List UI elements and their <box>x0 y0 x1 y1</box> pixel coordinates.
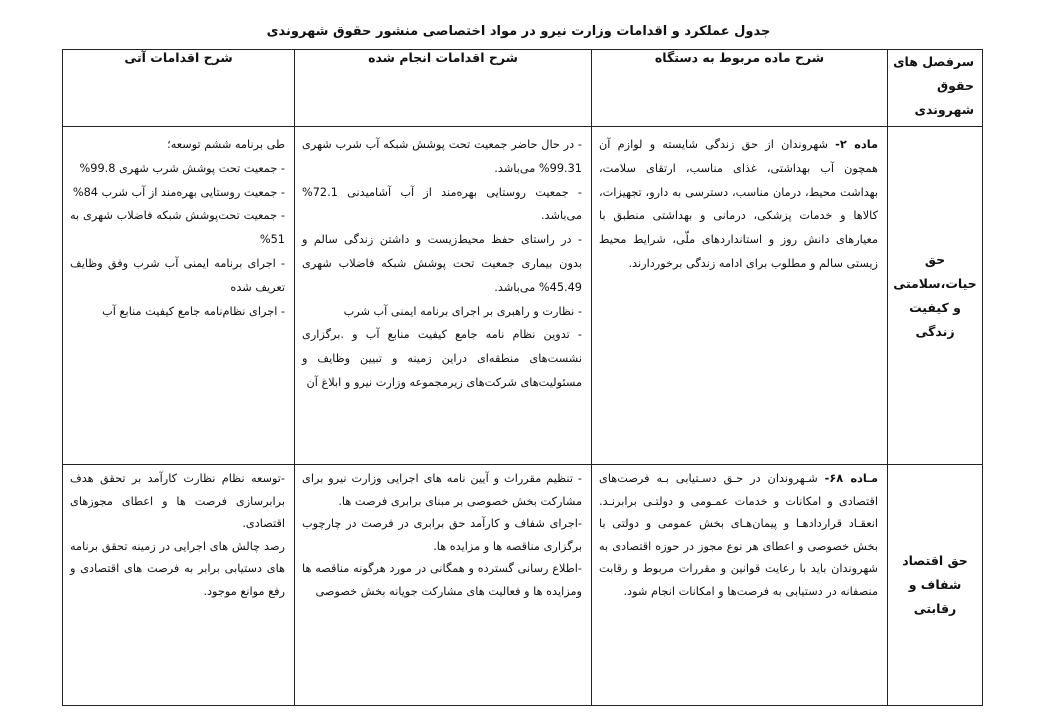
article-number: ماده ۲- <box>835 138 878 151</box>
header-article: شرح ماده مربوط به دستگاه <box>592 50 888 127</box>
article-text: شـهروندان در حـق دسـتیابی بـه فرصت‌های اقتصادی و امکانات و خدمات عمـومی و دولتـی برابرنـد. انعقـاد قراردادهـا و پیمان‌هـای بخش عمومی و دولتی با بخش خصوصی و اعطای هر نوع مجوز در حوزه اقتصادی به شهروندان باید با رعایت قوانین و مقررات مربوط و رقابت منصفانه در دستیابی به فرصت‌ها و امکانات انجام شود. <box>599 472 878 598</box>
header-future: شرح اقدامات آتی <box>63 50 295 127</box>
future-item: - جمعیت روستایی بهره‌مند از آب شرب 84% <box>72 185 285 199</box>
future-cell <box>63 465 295 706</box>
done-item: -اجرای شفاف و کارآمد حق برابری در فرصت در چارچوب برگزاری مناقصه ها و مزایده ها. <box>302 517 582 553</box>
category-cell <box>888 465 983 706</box>
category-label: حق حیات،سلامتی و کیفیت زندگی <box>893 251 977 339</box>
article-text: شهروندان از حق زندگی شایسته و لوازم آن همچون آب بهداشتی، غذای مناسب، ارتقای سلامت، بهداشت محیط، درمان مناسب، دسترسی به دارو، تجهیزات، کالاها و خدمات پزشکی، درمانی و بهداشتی منطبق با معیارهای دانش روز و استانداردهای ملّی، شرایط محیط زیستی سالم و مطلوب برای ادامه زندگی برخوردارند. <box>599 138 878 270</box>
future-item: - اجرای برنامه ایمنی آب شرب وفق وظایف تعریف شده <box>70 256 285 294</box>
done-cell <box>295 127 592 465</box>
article-cell <box>592 465 888 706</box>
future-item: -توسعه نظام نظارت کارآمد بر تحقق هدف برابرسازی فرصت ها و اعطای مجوزهای اقتصادی. <box>70 472 285 531</box>
future-item: - جمعیت تحت‌پوشش شبکه فاضلاب شهری به 51% <box>70 209 285 247</box>
future-item: - جمعیت تحت پوشش شرب شهری 99.8% <box>79 161 285 175</box>
done-item: - جمعیت روستایی بهره‌مند از آب آشامیدنی 72.1% می‌باشد. <box>302 185 582 223</box>
done-item: - تدوین نظام نامه جامع کیفیت منابع آب و .برگزاری نشست‌های منطقه‌ای دراین زمینه و تبیین وظایف و مسئولیت‌های شرکت‌های زیرمجموعه وزارت نیرو و ابلاغ آن <box>302 328 582 389</box>
done-item: - در راستای حفظ محیط‌زیست و داشتن زندگی سالم و بدون بیماری جمعیت تحت پوشش شبکه فاضلاب شهری 45.49% می‌باشد. <box>302 233 582 294</box>
table-row <box>63 465 983 706</box>
category-label: حق اقتصاد شفاف و رقابتی <box>902 553 968 616</box>
citizen-rights-table <box>62 49 983 706</box>
article-cell <box>592 127 888 465</box>
done-item: - در حال حاضر جمعیت تحت پوشش شبکه آب شرب شهری 99.31% می‌باشد. <box>302 138 582 175</box>
header-category: سرفصل های حقوق شهروندی <box>888 50 983 127</box>
header-row <box>63 50 983 127</box>
table-row <box>63 127 983 465</box>
done-item: - نظارت و راهبری بر اجرای برنامه ایمنی آب شرب <box>343 304 582 318</box>
future-item: رصد چالش های اجرایی در زمینه تحقق برنامه های دستیابی برابر به فرصت های اقتصادی و رفع موانع موجود. <box>70 539 285 598</box>
done-cell <box>295 465 592 706</box>
page-title: جدول عملکرد و اقدامات وزارت نیرو در مواد اختصاصی منشور حقوق شهروندی <box>266 24 771 39</box>
category-cell <box>888 127 983 465</box>
done-item: - تنظیم مقررات و آیین نامه های اجرایی وزارت نیرو برای مشارکت بخش خصوصی بر مبنای برابری فرصت ها. <box>302 472 582 508</box>
done-item: -اطلاع رسانی گسترده و همگانی در مورد هرگونه مناقصه ها ومزایده ها و فعالیت های مشارکت جویانه بخش خصوصی <box>302 562 582 598</box>
future-item: طی برنامه ششم توسعه؛ <box>167 138 285 151</box>
article-number: مـاده ۶۸- <box>824 472 879 485</box>
future-cell <box>63 127 295 465</box>
future-item: - اجرای نظام‌نامه جامع کیفیت منابع آب <box>102 304 285 318</box>
header-done: شرح اقدامات انجام شده <box>295 50 592 127</box>
